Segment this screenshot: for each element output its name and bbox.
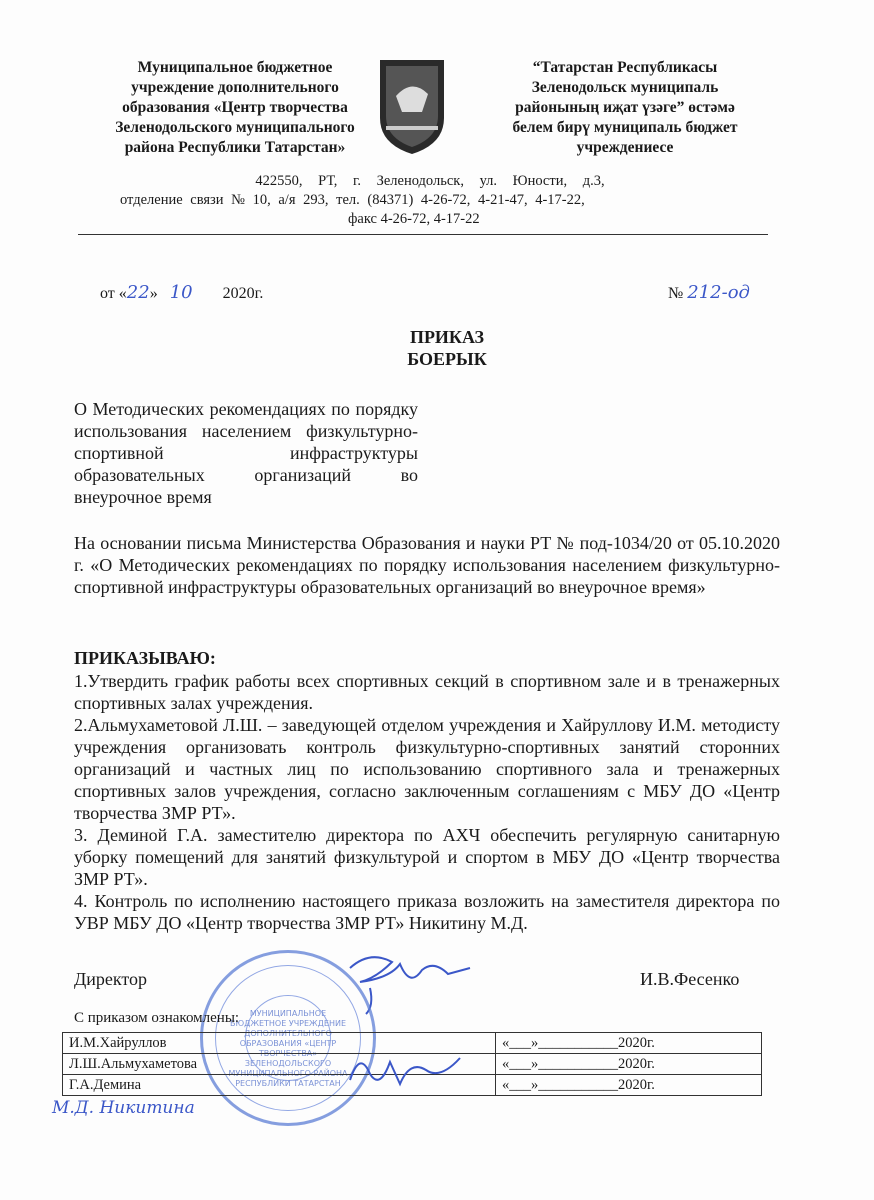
stamp-text: МУНИЦИПАЛЬНОЕ БЮДЖЕТНОЕ УЧРЕЖДЕНИЕ ДОПОЛНИТЕЛЬНОГО ОБРАЗОВАНИЯ «ЦЕНТР ТВОРЧЕСТВА» ЗЕЛЕНОДОЛЬСКОГО МУНИЦИПАЛЬНОГО РАЙОНА РЕСПУБЛИКИ ТАТАРСТАН [228, 1009, 348, 1088]
order-item: 3. Деминой Г.А. заместителю директора по АХЧ обеспечить регулярную санитарную уборку помещений для занятий физкультурой и спортом в МБУ ДО «Центр творчества ЗМР РТ». [74, 825, 780, 889]
acknowledgement-heading: С приказом ознакомлены: [74, 1010, 240, 1026]
order-item: 4. Контроль по исполнению настоящего приказа возложить на заместителя директора по УВР МБУ ДО «Центр творчества ЗМР РТ» Никитину М.Д. [74, 891, 780, 933]
title-tatar: БОЕРЫК [407, 349, 487, 369]
preamble: На основании письма Министерства Образования и науки РТ № под-1034/20 от 05.10.2020 г. «О Методических рекомендациях по порядку использования населением физкультурно-спортивной инфраструктуры образовательных организаций во внеурочное время» [74, 533, 780, 597]
ack-date: «___»___________2020г. [496, 1054, 762, 1075]
order-item: 2.Альмухаметовой Л.Ш. – заведующей отделом учреждения и Хайруллову И.М. методисту учреждения организовать контроль физкультурно-спортивных занятий сторонних организаций и частных лиц по использованию спортивного зала и тренажерных спортивных залов учреждения, согласно заключенным соглашениям с МБУ ДО «Центр творчества ЗМР РТ». [74, 715, 780, 823]
org-line: районының иҗат үзәге” өстәмә [515, 99, 735, 116]
org-name-russian [90, 58, 380, 158]
address-line: 422550, РТ, г. Зеленодольск, ул. Юности, д.3, [255, 173, 605, 189]
org-line: Зеленодольского муниципального [115, 119, 355, 136]
coat-of-arms-emblem [372, 56, 452, 156]
handwritten-signature [340, 1040, 480, 1100]
order-number [668, 282, 750, 305]
order-items [74, 670, 780, 934]
org-line: “Татарстан Республикасы [532, 59, 718, 76]
ack-date: «___»___________2020г. [496, 1033, 762, 1054]
order-subject: О Методических рекомендациях по порядку использования населением физкультурно-спортивной инфраструктуры образовательных организаций во внеурочное время [74, 399, 418, 507]
handwritten-note: М.Д. Никитина [52, 1098, 195, 1118]
signature-role: Директор [74, 969, 148, 989]
address-line: факс 4-26-72, 4-17-22 [348, 211, 480, 227]
signature-name: И.В.Фесенко [640, 969, 740, 989]
order-item: 1.Утвердить график работы всех спортивных секций в спортивном зале и в тренажерных спортивных залах учреждения. [74, 671, 780, 713]
org-line: учреждение дополнительного [131, 79, 339, 96]
ack-name: Л.Ш.Альмухаметова [63, 1054, 496, 1075]
ack-name: Г.А.Демина [63, 1075, 496, 1096]
header-divider [78, 234, 768, 235]
org-line: Зеленодольск муниципаль [531, 79, 719, 96]
date-from-label: от [100, 285, 115, 302]
ack-name: И.М.Хайруллов [63, 1033, 496, 1054]
order-heading: ПРИКАЗЫВАЮ: [74, 648, 216, 668]
org-line: учреждениесе [576, 139, 674, 156]
org-line: белем бирү муниципаль бюджет [512, 119, 738, 136]
order-number-label: № [668, 285, 684, 302]
order-number-value: 212-од [687, 282, 750, 303]
date-line: от «22» 10 2020г. [100, 282, 264, 303]
org-line: образования «Центр творчества [122, 99, 348, 116]
date-day: 22 [126, 282, 150, 303]
title-russian: ПРИКАЗ [409, 327, 485, 347]
org-line: района Республики Татарстан» [124, 139, 346, 156]
address-block [120, 172, 740, 229]
ack-date: «___»___________2020г. [496, 1075, 762, 1096]
document-title [0, 326, 874, 370]
org-name-tatar [480, 58, 770, 158]
date-year: 2020г. [222, 285, 264, 302]
address-line: отделение связи № 10, а/я 293, тел. (84371) 4-26-72, 4-21-47, 4-17-22, [120, 192, 585, 208]
org-line: Муниципальное бюджетное [137, 59, 333, 76]
date-month: 10 [169, 282, 193, 303]
